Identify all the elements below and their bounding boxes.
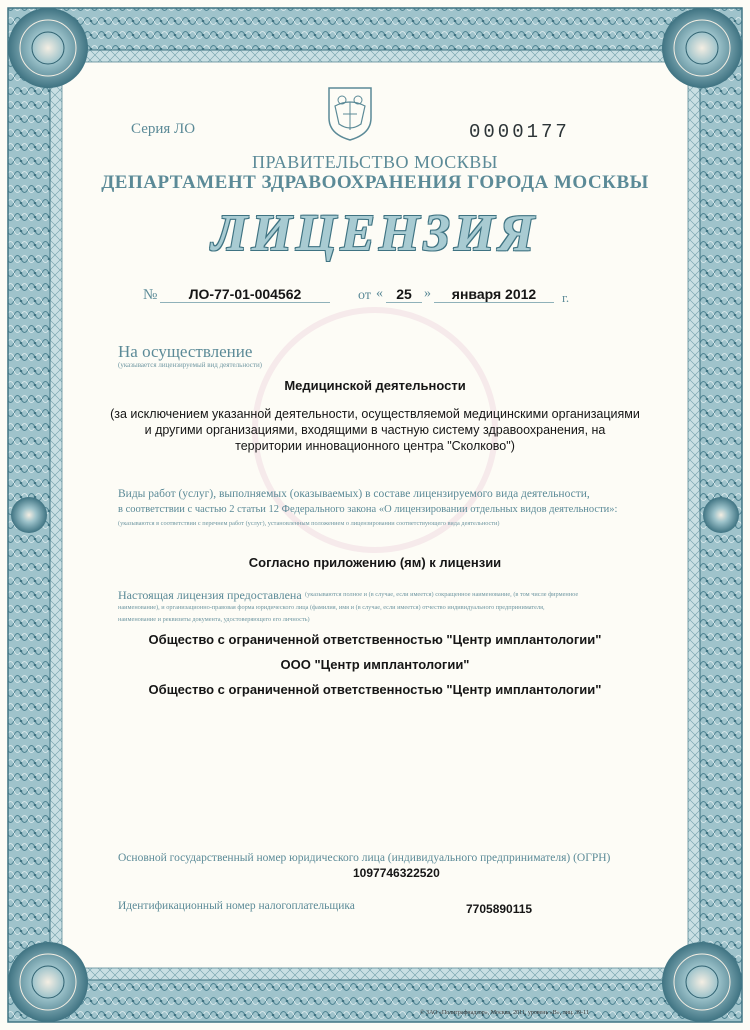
ogrn-label: Основной государственный номер юридического лица (индивидуального предпринимателя) (ОГРН) xyxy=(118,852,611,864)
license-number: ЛО-77-01-004562 xyxy=(160,286,330,303)
licensee-note-2: наименование), и организационно-правовая форма юридического лица (фамилия, имя и (в случае, если имеется) отчество индивидуального предпринимателя, xyxy=(118,604,545,611)
works-value: Согласно приложению (ям) к лицензии xyxy=(248,555,502,570)
series-label: Серия ЛО xyxy=(131,121,196,137)
exception-line: (за исключением указанной деятельности, осуществляемой медицинскими организациями xyxy=(110,407,640,421)
activity-name: Медицинской деятельности xyxy=(284,378,466,393)
ogrn-value: 1097746322520 xyxy=(353,866,440,880)
exception-line: территории инновационного центра "Сколково") xyxy=(235,439,515,453)
government-title: ПРАВИТЕЛЬСТВО МОСКВЫ xyxy=(251,152,498,172)
corner-rosette-icon xyxy=(8,8,88,88)
exception-line: и другими организациями, входящими в частную систему здравоохранения, на xyxy=(144,423,606,437)
licensee-short-name: ООО "Центр имплантологии" xyxy=(280,657,470,672)
activity-exception xyxy=(60,406,690,454)
form-number: 0000177 xyxy=(469,121,570,143)
inn-value: 7705890115 xyxy=(466,902,533,916)
works-line-2: в соответствии с частью 2 статьи 12 Федерального закона «О лицензировании отдельных видов деятельности»: xyxy=(118,504,618,515)
quote-open: « xyxy=(376,286,383,301)
license-title: ЛИЦЕНЗИЯ xyxy=(211,205,539,262)
licensee-brand-name: Общество с ограниченной ответственностью "Центр имплантологии" xyxy=(148,682,602,697)
corner-rosette-icon xyxy=(662,8,742,88)
from-label: от xyxy=(358,288,371,303)
corner-rosette-icon xyxy=(8,942,88,1022)
license-day: 25 xyxy=(386,286,422,303)
corner-rosette-icon xyxy=(662,942,742,1022)
activity-heading: На осуществление xyxy=(118,342,253,361)
licensee-note-3: наименование и реквизиты документа, удостоверяющего его личность) xyxy=(118,616,310,623)
inn-label: Идентификационный номер налогоплательщика xyxy=(118,900,355,912)
number-sign: № xyxy=(143,287,158,303)
year-suffix: г. xyxy=(562,290,570,305)
department-title: ДЕПАРТАМЕНТ ЗДРАВООХРАНЕНИЯ ГОРОДА МОСКВЫ xyxy=(101,172,649,193)
double-headed-eagle-emblem-icon xyxy=(325,84,375,142)
works-line-1: Виды работ (услуг), выполняемых (оказываемых) в составе лицензируемого вида деятельности, xyxy=(118,488,590,500)
licensee-label: Настоящая лицензия предоставлена xyxy=(118,588,302,602)
licensee-full-name: Общество с ограниченной ответственностью "Центр имплантологии" xyxy=(148,632,602,647)
quote-close: » xyxy=(424,286,431,301)
printer-note: © ЗАО «Полиграфнадзор», Москва, 2011, уровень «В», лиц. 39-11 xyxy=(420,1010,589,1016)
licensee-note-1: (указываются полное и (в случае, если имеется) сокращенное наименование, (в том числе фирменное xyxy=(305,591,579,598)
activity-heading-note: (указывается лицензируемый вид деятельности) xyxy=(118,361,263,369)
works-note: (указываются в соответствии с перечнем работ (услуг), установленным положением о лицензировании соответствующего вида деятельности) xyxy=(118,520,500,527)
license-month-year: января 2012 xyxy=(434,286,554,303)
